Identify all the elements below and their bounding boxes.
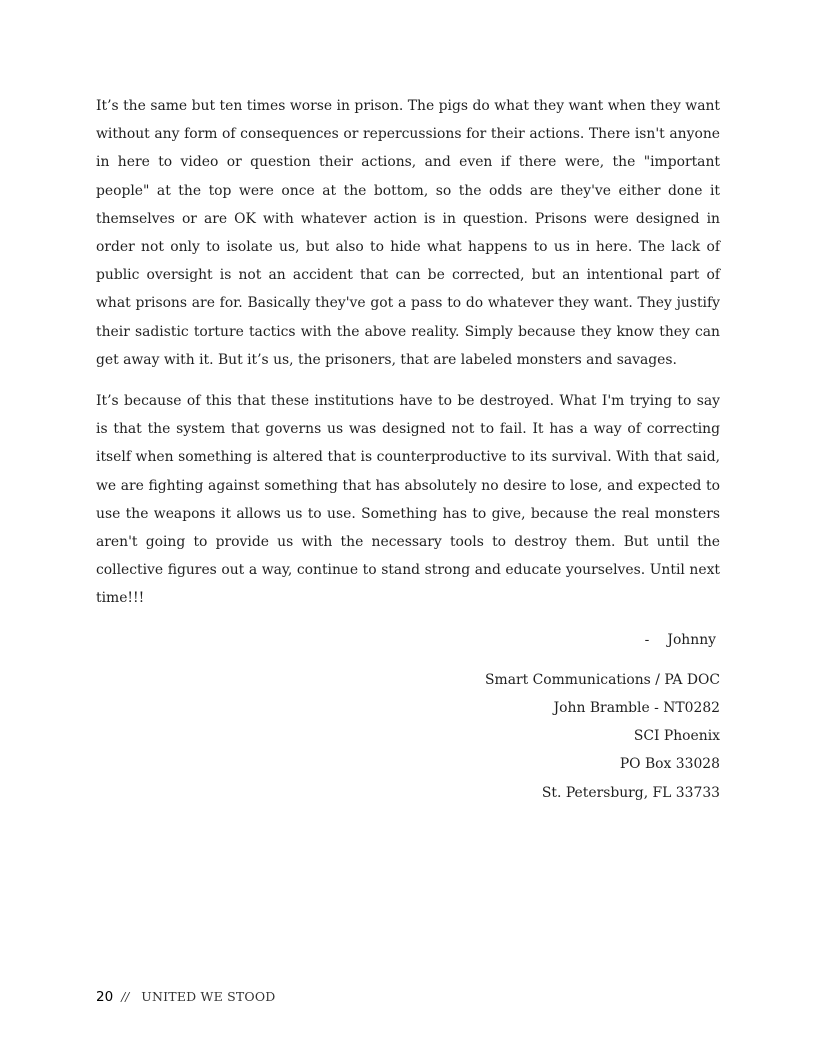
signoff-name: Johnny	[667, 631, 716, 648]
paragraph: It’s because of this that these institutions have to be destroyed. What I'm trying to say is that the system that governs us was designed not to fail. It has a way of correcting itself when something is altered that is counterproductive to its survival. With that said, we are fighting against something that has absolutely no desire to lose, and expected to use the weapons it allows us to use. Something has to give, because the real monsters aren't going to provide us with the necessary tools to destroy them. But until the collective figures out a way, continue to stand strong and educate yourselves. Until next time!!!	[96, 393, 720, 607]
signoff-dash: -	[644, 631, 650, 648]
address-line: Smart Communications / PA DOC	[485, 671, 720, 688]
mailing-address	[96, 666, 720, 807]
paragraph: It’s the same but ten times worse in prison. The pigs do what they want when they want without any form of consequences or repercussions for their actions. There isn't anyone in here to video or question their actions, and even if there were, the "important people" at the top were once at the bottom, so the odds are they've either done it themselves or are OK with whatever action is in question. Prisons were designed in order not only to isolate us, but also to hide what happens to us in here. The lack of public oversight is not an accident that can be corrected, but an intentional part of what prisons are for. Basically they've got a pass to do whatever they want. They justify their sadistic torture tactics with the above reality. Simply because they know they can get away with it. But it’s us, the prisoners, that are labeled monsters and savages.	[96, 98, 720, 368]
address-line: John Bramble - NT0282	[553, 700, 720, 717]
address-line: PO Box 33028	[619, 756, 720, 773]
signoff	[96, 626, 716, 654]
publication-title: UNITED WE STOOD	[141, 989, 276, 1004]
address-line: SCI Phoenix	[633, 728, 720, 745]
page-body	[96, 92, 720, 807]
footer-separator: //	[121, 990, 130, 1004]
address-line: St. Petersburg, FL 33733	[541, 784, 720, 801]
page-footer	[96, 989, 276, 1005]
page-number: 20	[96, 989, 114, 1005]
